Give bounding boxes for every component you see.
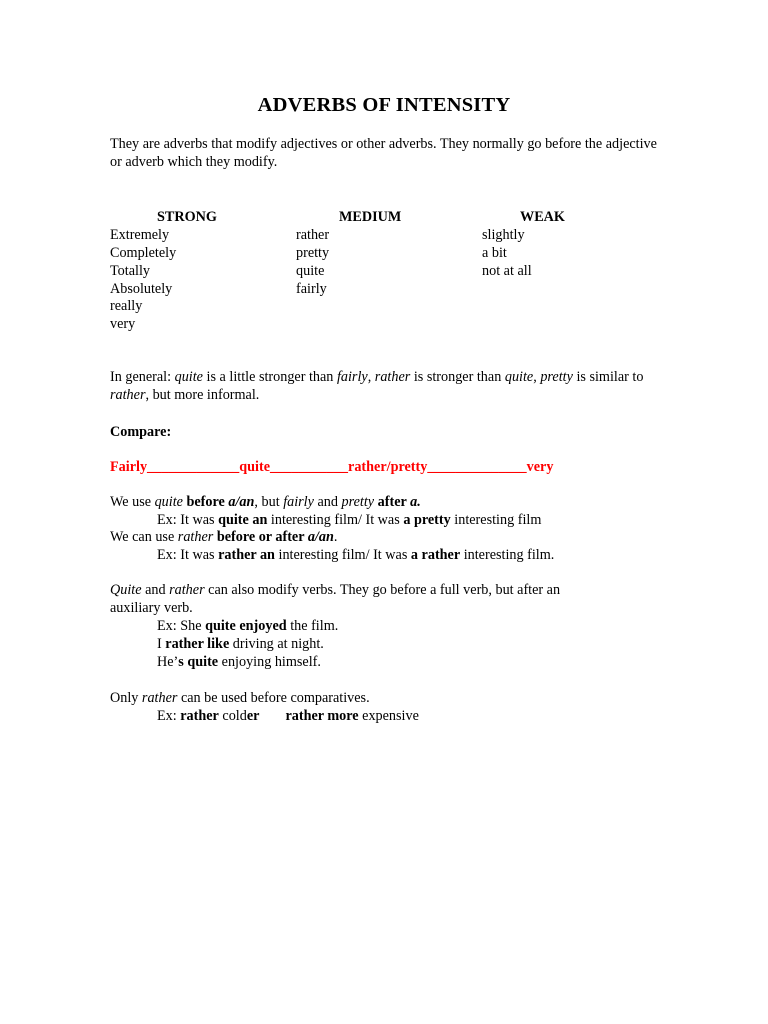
text-bold: rather more [285, 708, 359, 724]
text: interesting film. [460, 547, 555, 563]
text: interesting film/ It was [274, 547, 411, 563]
text-bold: rather [180, 708, 219, 724]
text-bold: before or after [213, 529, 308, 545]
text: We use [110, 494, 155, 510]
term-a-an: a/an [228, 494, 255, 510]
text: In general: [110, 369, 175, 385]
weak-item: slightly [482, 227, 525, 243]
term-quite: quite [154, 494, 183, 510]
strong-item: really [110, 298, 143, 314]
text-bold: er [246, 708, 260, 724]
text: Ex: [157, 708, 181, 724]
text: Ex: She [157, 618, 206, 634]
verbs-paragraph [110, 582, 610, 617]
text: can also modify verbs. They go before a full verb, but after an auxiliary verb. [110, 582, 561, 616]
strong-item: Extremely [110, 227, 170, 243]
rule-quite-line [110, 493, 421, 511]
example-line [157, 707, 419, 725]
medium-item: fairly [296, 281, 327, 297]
intensity-scale: Fairly_____________quite___________rather/pretty______________very [110, 459, 554, 475]
term-a-an: a/an [307, 529, 334, 545]
weak-item: not at all [482, 263, 532, 279]
text: is stronger than [410, 369, 505, 385]
strong-item: very [110, 316, 136, 332]
example-line [157, 511, 541, 529]
strong-item: Completely [110, 245, 177, 261]
term-rather: rather [110, 386, 146, 403]
text: , [533, 369, 541, 385]
term-rather: rather [177, 529, 214, 545]
comparatives-line [110, 689, 370, 707]
strong-item: Absolutely [110, 281, 173, 297]
text-bold: after [374, 494, 411, 510]
term-pretty: pretty [540, 369, 573, 385]
text-bold: a pretty [403, 512, 451, 528]
rule-rather-line [110, 528, 337, 546]
text: is similar to [572, 369, 644, 385]
term-quite: quite [504, 369, 534, 385]
text: Ex: It was [157, 547, 219, 563]
text: is a little stronger than [202, 369, 337, 385]
text: Ex: It was [157, 512, 219, 528]
text: Only [110, 690, 142, 706]
term-a: a. [410, 494, 421, 510]
text: the film. [286, 618, 339, 634]
text: driving at night. [229, 636, 324, 652]
text: interesting film [450, 512, 542, 528]
term-rather: rather [141, 690, 178, 706]
term-fairly: fairly [283, 494, 314, 510]
text-bold: rather like [165, 636, 230, 652]
example-line [157, 635, 324, 653]
text: enjoying himself. [218, 654, 321, 670]
text: and [313, 494, 342, 510]
page-title: ADVERBS OF INTENSITY [257, 94, 511, 116]
text: We can use [110, 529, 178, 545]
term-rather: rather [169, 582, 205, 598]
term-pretty: pretty [341, 494, 375, 510]
medium-item: rather [296, 227, 330, 243]
text-bold: rather an [218, 547, 275, 563]
term-fairly: fairly [336, 369, 368, 385]
text-bold: a rather [410, 547, 461, 563]
header-weak: WEAK [520, 209, 565, 225]
text: , [367, 369, 375, 385]
medium-item: quite [296, 263, 325, 279]
text: interesting film/ It was [267, 512, 404, 528]
term-quite: quite [174, 369, 203, 385]
text: I [157, 636, 166, 652]
header-medium: MEDIUM [339, 209, 402, 225]
text: and [141, 582, 170, 598]
text-bold: quite an [218, 512, 268, 528]
text: expensive [358, 708, 419, 724]
text: . [333, 529, 338, 545]
weak-item: a bit [482, 245, 507, 261]
text: , but more informal. [145, 386, 260, 403]
header-strong: STRONG [157, 209, 217, 225]
term-quite: Quite [110, 582, 142, 598]
example-line [157, 653, 321, 671]
text-bold: before [182, 494, 229, 510]
text-bold: s quite [178, 654, 219, 670]
strong-item: Totally [110, 263, 150, 279]
text-bold: quite enjoyed [205, 618, 287, 634]
intro-paragraph: They are adverbs that modify adjectives or other adverbs. They normally go before the adjective or adverb which they modify. [110, 136, 657, 170]
example-line [157, 546, 554, 564]
text: can be used before comparatives. [177, 690, 370, 706]
compare-label: Compare: [110, 424, 172, 440]
medium-item: pretty [296, 245, 330, 261]
text: He’ [157, 654, 179, 670]
text: cold [218, 708, 247, 724]
text: , but [254, 494, 284, 510]
general-paragraph [110, 369, 670, 404]
example-line [157, 617, 338, 635]
term-rather: rather [374, 369, 411, 385]
